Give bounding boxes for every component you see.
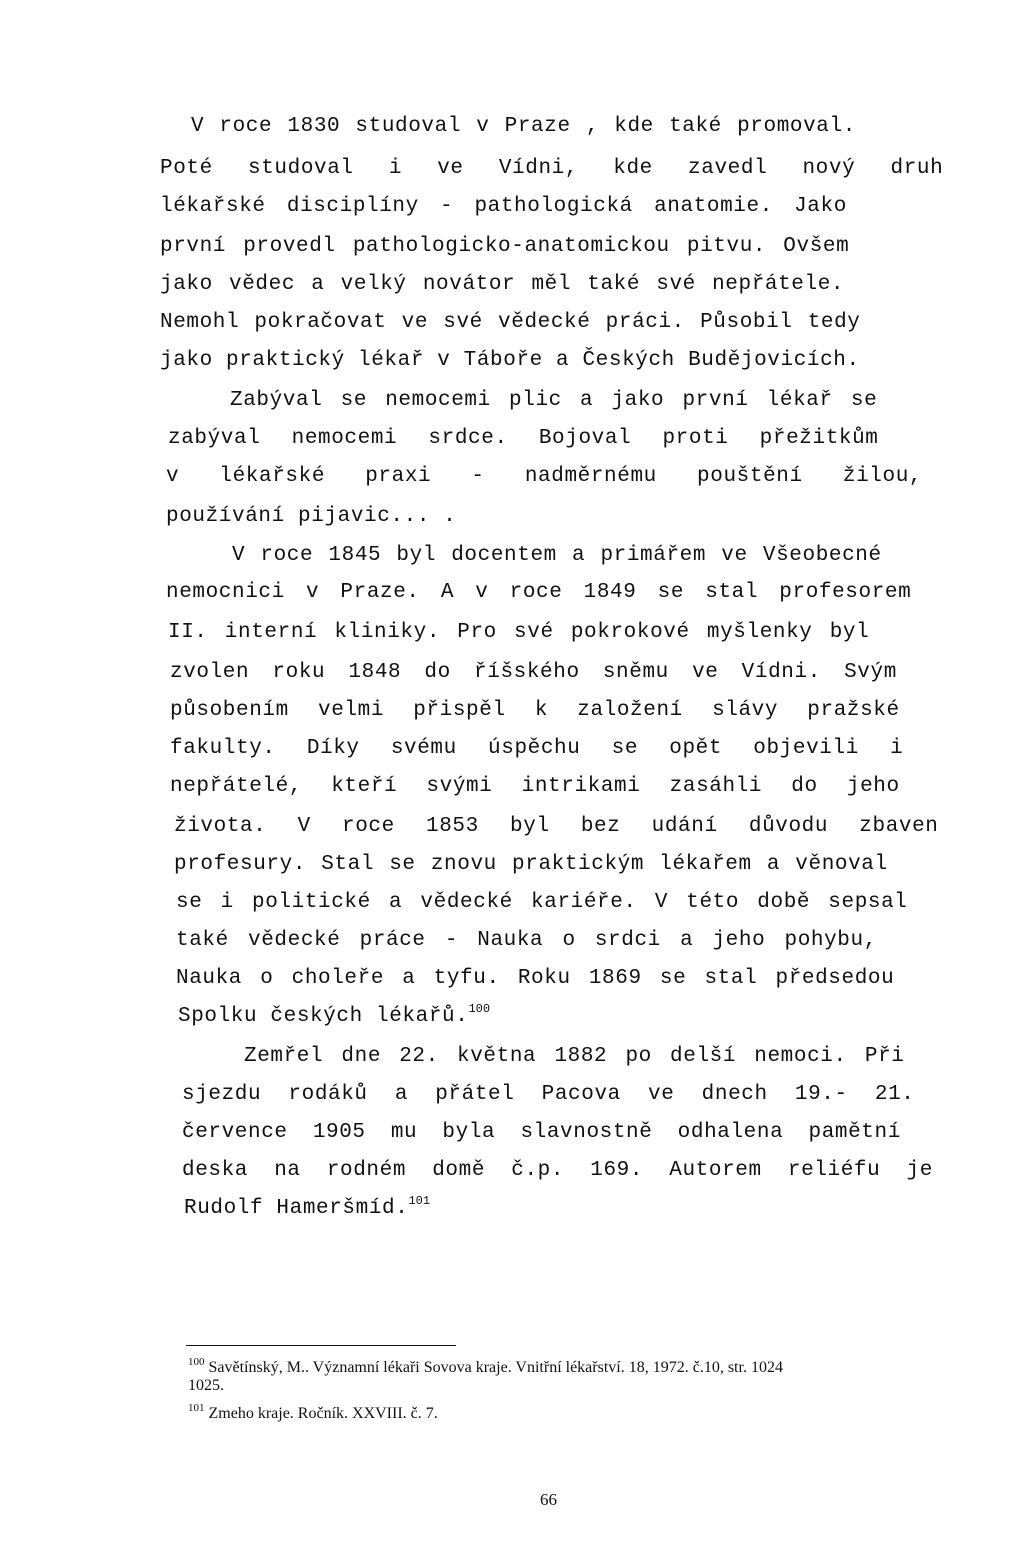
body-line: Nauka o choleře a tyfu. Roku 1869 se stal předsedou bbox=[176, 967, 895, 990]
body-line: se i politické a vědecké kariéře. V této době sepsal bbox=[176, 891, 908, 914]
body-line: fakulty. Díky svému úspěchu se opět objevili i bbox=[170, 737, 904, 760]
body-line: deska na rodném domě č.p. 169. Autorem reliéfu je bbox=[182, 1159, 933, 1182]
body-line: používání pijavic... . bbox=[166, 505, 457, 528]
body-line: Zemřel dne 22. května 1882 po delší nemoci. Při bbox=[244, 1045, 905, 1068]
body-line: července 1905 mu byla slavnostně odhalena pamětní bbox=[182, 1121, 901, 1144]
footnote-continuation: 1025. bbox=[188, 1377, 224, 1394]
body-line: sjezdu rodáků a přátel Pacova ve dnech 19.- 21. bbox=[182, 1083, 915, 1106]
body-line: také vědecké práce - Nauka o srdci a jeho pohybu, bbox=[176, 929, 877, 952]
body-line: II. interní kliniky. Pro své pokrokové myšlenky byl bbox=[168, 621, 870, 644]
body-line: Nemohl pokračovat ve své vědecké práci. Působil tedy bbox=[160, 311, 861, 334]
body-line: v lékařské praxi - nadměrnému pouštění žilou, bbox=[166, 465, 923, 488]
body-line: zabýval nemocemi srdce. Bojoval proti přežitkům bbox=[168, 427, 879, 450]
body-line: zvolen roku 1848 do říšského sněmu ve Vídni. Svým bbox=[170, 661, 897, 684]
body-line: první provedl pathologicko-anatomickou pitvu. Ovšem bbox=[160, 235, 850, 258]
body-line-text: Rudolf Hameršmíd. bbox=[184, 1197, 409, 1220]
body-line: jako vědec a velký novátor měl také své nepřátele. bbox=[160, 273, 845, 296]
footnote-ref: 101 bbox=[408, 1194, 431, 1208]
page-number: 66 bbox=[540, 1490, 557, 1509]
footnote bbox=[188, 1358, 783, 1379]
body-line: lékařské disciplíny - pathologická anatomie. Jako bbox=[160, 195, 847, 218]
body-line: nemocnici v Praze. A v roce 1849 se stal profesorem bbox=[166, 581, 912, 604]
body-line bbox=[178, 1004, 490, 1031]
body-line: života. V roce 1853 byl bez udání důvodu zbaven bbox=[174, 815, 939, 838]
footnote-text: Zmeho kraje. Ročník. XXVIII. č. 7. bbox=[208, 1405, 438, 1422]
body-line-text: Spolku českých lékařů. bbox=[178, 1005, 469, 1028]
body-line: profesury. Stal se znovu praktickým lékařem a věnoval bbox=[174, 853, 888, 876]
body-line: jako praktický lékař v Táboře a Českých Budějovicích. bbox=[160, 349, 860, 372]
footnote-separator bbox=[186, 1345, 456, 1346]
footnote-number: 101 bbox=[188, 1402, 205, 1414]
body-line: V roce 1830 studoval v Praze , kde také promoval. bbox=[191, 115, 856, 138]
footnote-text: Savětínský, M.. Významní lékaři Sovova kraje. Vnitřní lékařství. 18, 1972. č.10, str. 1024 bbox=[208, 1359, 783, 1376]
body-line: nepřátelé, kteří svými intrikami zasáhli do jeho bbox=[170, 775, 900, 798]
body-line: působením velmi přispěl k založení slávy pražské bbox=[170, 699, 900, 722]
body-line: Poté studoval i ve Vídni, kde zavedl nový druh bbox=[160, 157, 944, 180]
body-line: V roce 1845 byl docentem a primářem ve Všeobecné bbox=[232, 544, 882, 567]
body-line: Zabýval se nemocemi plic a jako první lékař se bbox=[230, 389, 878, 412]
footnote bbox=[188, 1404, 438, 1425]
body-line bbox=[184, 1196, 430, 1223]
footnote-ref: 100 bbox=[468, 1002, 491, 1016]
footnote-number: 100 bbox=[188, 1356, 205, 1368]
